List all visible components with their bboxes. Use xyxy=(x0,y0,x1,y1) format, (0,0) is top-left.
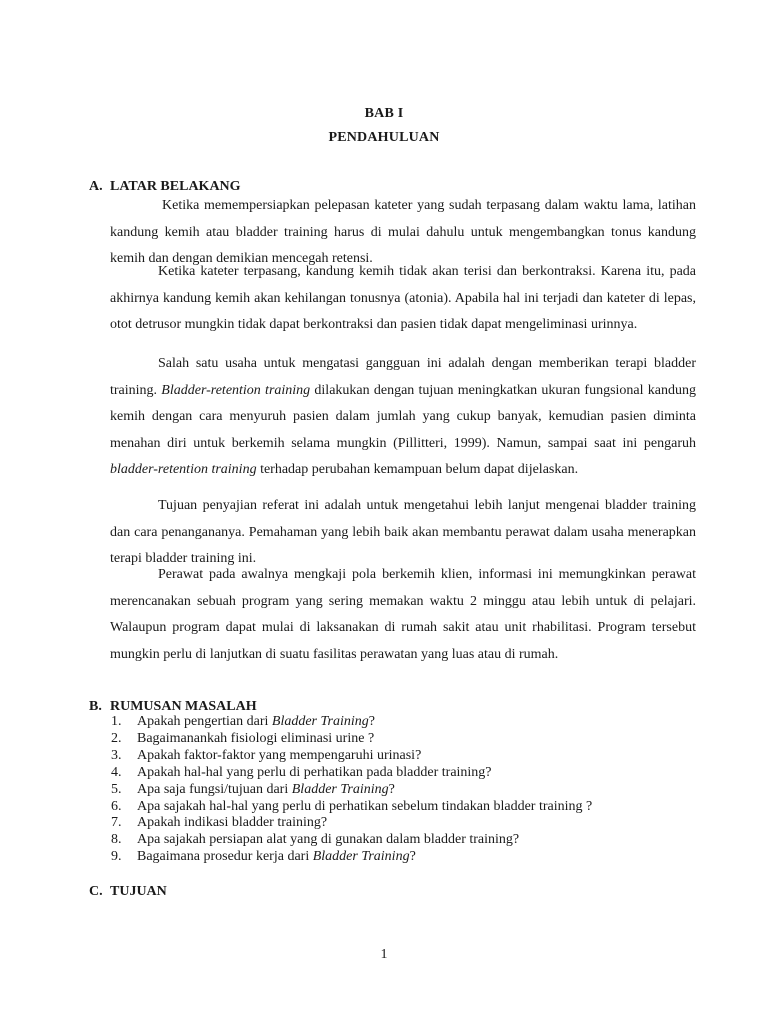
list-item-number: 8. xyxy=(111,832,122,848)
problem-list xyxy=(111,714,701,866)
list-item-text: ? xyxy=(409,849,416,865)
list-item-text: Apakah faktor-faktor yang mempengaruhi urinasi? xyxy=(137,747,422,763)
paragraph-text: dilakukan dengan tujuan meningkatkan ukuran fungsional kandung kemih dengan cara menyuruh pasien dalam jumlah yang cukup banyak, kemudian pasien diminta menahan diri untuk berkemih selama mungkin (Pillitteri, 1999). Namun, sampai saat ini pengaruh xyxy=(110,382,696,451)
italic-term: Bladder-retention training xyxy=(161,382,311,398)
paragraph-text: Ketika memempersiapkan pelepasan kateter yang sudah terpasang dalam waktu lama, latihan kandung kemih atau bladder training harus di mulai dahulu untuk mengembangkan tonus kandung kemih dan dengan demikian mencegah retensi. xyxy=(110,198,696,267)
section-b-heading xyxy=(89,699,257,715)
chapter-number: BAB I xyxy=(364,106,404,121)
italic-term: Bladder Training xyxy=(291,781,389,797)
paragraph-text: Tujuan penyajian referat ini adalah untuk mengetahui lebih lanjut mengenai bladder training dan cara penangananya. Pemahaman yang lebih baik akan membantu perawat dalam usaha menerapkan terapi bladder training ini. xyxy=(110,498,696,567)
list-item-text: Apa saja fungsi/tujuan dari xyxy=(137,781,292,797)
paragraph-text: Salah satu usaha untuk mengatasi gangguan ini adalah dengan memberikan terapi bladder training. xyxy=(110,356,696,398)
list-item xyxy=(111,748,701,765)
list-item-number: 9. xyxy=(111,849,122,865)
list-item-text: Apakah hal-hal yang perlu di perhatikan pada bladder training? xyxy=(137,764,492,780)
section-c-label: C. xyxy=(89,884,103,899)
list-item-number: 1. xyxy=(111,714,122,729)
list-item xyxy=(111,731,701,748)
section-b-label: B. xyxy=(89,699,102,714)
list-item xyxy=(111,714,701,731)
list-item-text: ? xyxy=(368,714,375,729)
list-item-number: 7. xyxy=(111,815,122,831)
list-item-number: 6. xyxy=(111,798,122,814)
section-c-heading xyxy=(89,884,167,900)
paragraph-text: terhadap perubahan kemampuan belum dapat dijelaskan. xyxy=(256,462,579,478)
list-item-text: Apa sajakah persiapan alat yang di gunakan dalam bladder training? xyxy=(137,832,520,848)
list-item-number: 4. xyxy=(111,764,122,780)
list-item-text: Apa sajakah hal-hal yang perlu di perhatikan sebelum tindakan bladder training ? xyxy=(137,798,593,814)
paragraph xyxy=(110,259,696,339)
list-item xyxy=(111,849,701,866)
list-item-text: Bagaimanankah fisiologi eliminasi urine ? xyxy=(137,730,375,746)
paragraph xyxy=(110,351,696,484)
section-a-title: LATAR BELAKANG xyxy=(110,179,241,194)
paragraph-text: Ketika kateter terpasang, kandung kemih tidak akan terisi dan berkontraksi. Karena itu, pada akhirnya kandung kemih akan kehilangan tonusnya (atonia). Apabila hal ini terjadi dan kateter di lepas, otot detrusor mungkin tidak dapat berkontraksi dan pasien tidak dapat mengeliminasi urinnya. xyxy=(110,264,696,333)
list-item xyxy=(111,782,701,799)
section-a-label: A. xyxy=(89,179,103,194)
section-b-title: RUMUSAN MASALAH xyxy=(110,699,257,714)
list-item-number: 3. xyxy=(111,747,122,763)
italic-term: Bladder Training xyxy=(271,714,369,729)
list-item-number: 2. xyxy=(111,730,122,746)
list-item-text: Bagaimana prosedur kerja dari xyxy=(137,849,313,865)
paragraph-text: Perawat pada awalnya mengkaji pola berkemih klien, informasi ini memungkinkan perawat merencanakan sebuah program yang sering memakan waktu 2 minggu atau lebih untuk di pelajari. Walaupun program dapat mulai di laksanakan di rumah sakit atau unit rhabilitasi. Program tersebut mungkin perlu di lanjutkan di suatu fasilitas perawatan yang luas atau di rumah. xyxy=(110,567,696,662)
section-c-title: TUJUAN xyxy=(110,884,167,899)
italic-term: Bladder Training xyxy=(312,849,410,865)
paragraph xyxy=(110,562,696,668)
list-item xyxy=(111,799,701,816)
list-item-number: 5. xyxy=(111,781,122,797)
list-item xyxy=(111,765,701,782)
list-item-text: Apakah indikasi bladder training? xyxy=(137,815,328,831)
italic-term: bladder-retention training xyxy=(110,462,257,478)
list-item-text: ? xyxy=(388,781,395,797)
list-item xyxy=(111,832,701,849)
list-item xyxy=(111,815,701,832)
paragraph xyxy=(110,493,696,573)
chapter-title: PENDAHULUAN xyxy=(328,130,440,145)
list-item-text: Apakah pengertian dari xyxy=(137,714,272,729)
page-number: 1 xyxy=(380,947,388,962)
